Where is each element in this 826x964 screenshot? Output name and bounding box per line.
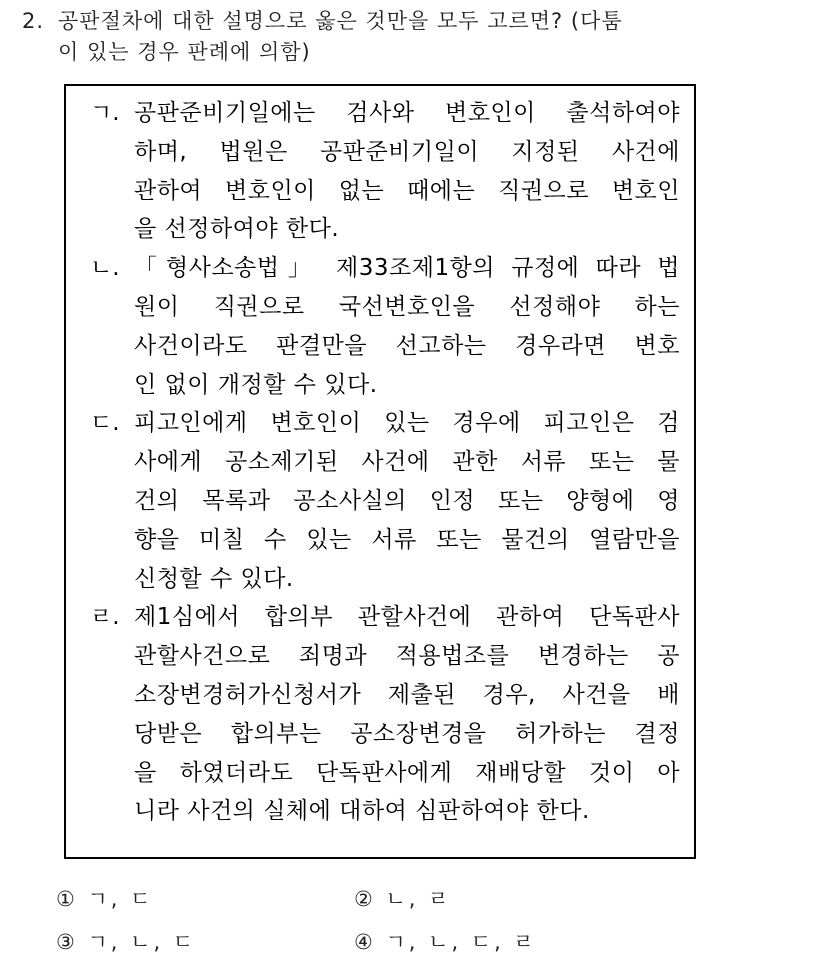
statement-line: 사건이라도 판결만을 선고하는 경우라면 변호 bbox=[134, 332, 680, 359]
statement-line: 향을 미칠 수 있는 서류 또는 물건의 열람만을 bbox=[134, 526, 680, 553]
statement-body bbox=[134, 94, 680, 249]
statement-line: 피고인에게 변호인이 있는 경우에 피고인은 검 bbox=[134, 410, 680, 437]
statement-item-nieun bbox=[90, 249, 680, 404]
statement-line: 인 없이 개정할 수 있다. bbox=[134, 371, 378, 398]
statement-item-digeut bbox=[90, 404, 680, 598]
options-row-2 bbox=[56, 921, 756, 964]
statement-item-giyeok bbox=[90, 94, 680, 249]
options-row-1 bbox=[56, 878, 756, 921]
statements-box bbox=[64, 84, 696, 859]
option-number: ① bbox=[56, 887, 78, 911]
option-text: ㄱ, ㄷ bbox=[87, 887, 154, 911]
statement-marker: ㄷ. bbox=[90, 410, 120, 437]
statement-line: 신청할 수 있다. bbox=[134, 565, 294, 592]
statement-line: 소장변경허가신청서가 제출된 경우, 사건을 배 bbox=[134, 681, 680, 708]
question-text-2: 이 있는 경우 판례에 의함) bbox=[58, 40, 311, 64]
option-text: ㄱ, ㄴ, ㄷ, ㄹ bbox=[385, 930, 537, 954]
statement-line: 하며, 법원은 공판준비기일이 지정된 사건에 bbox=[134, 138, 680, 165]
statement-list bbox=[90, 94, 680, 831]
option-text: ㄱ, ㄴ, ㄷ bbox=[87, 930, 197, 954]
statement-line: 관하여 변호인이 없는 때에는 직권으로 변호인 bbox=[134, 177, 680, 204]
question-stem bbox=[22, 6, 782, 68]
question-text-1: 공판절차에 대한 설명으로 옳은 것만을 모두 고르면? (다툼 bbox=[58, 9, 623, 33]
statement-marker: ㄹ. bbox=[90, 604, 120, 631]
question-number: 2. bbox=[22, 9, 45, 33]
option-2[interactable] bbox=[354, 878, 652, 921]
statement-line: 니라 사건의 실체에 대하여 심판하여야 한다. bbox=[134, 798, 590, 825]
statement-line: 사에게 공소제기된 사건에 관한 서류 또는 물 bbox=[134, 449, 680, 476]
option-3[interactable] bbox=[56, 921, 354, 964]
statement-line: 건의 목록과 공소사실의 인정 또는 양형에 영 bbox=[134, 487, 680, 514]
statement-line: 을 선정하여야 한다. bbox=[134, 216, 340, 243]
statement-line: 당받은 합의부는 공소장변경을 허가하는 결정 bbox=[134, 720, 680, 747]
option-text: ㄴ, ㄹ bbox=[385, 887, 452, 911]
statement-line: 원이 직권으로 국선변호인을 선정해야 하는 bbox=[134, 293, 680, 320]
option-1[interactable] bbox=[56, 878, 354, 921]
statement-marker: ㄴ. bbox=[90, 255, 120, 282]
statement-line: 「형사소송법」 제33조제1항의 규정에 따라 법 bbox=[134, 255, 680, 282]
statement-body bbox=[134, 404, 680, 598]
statement-body bbox=[134, 249, 680, 404]
statement-line: 제1심에서 합의부 관할사건에 관하여 단독판사 bbox=[134, 604, 680, 631]
option-number: ② bbox=[354, 887, 376, 911]
option-number: ③ bbox=[56, 930, 78, 954]
statement-line: 공판준비기일에는 검사와 변호인이 출석하여야 bbox=[134, 100, 680, 126]
option-number: ④ bbox=[354, 930, 376, 954]
option-4[interactable] bbox=[354, 921, 652, 964]
statement-body bbox=[134, 598, 680, 831]
question-line-1 bbox=[22, 6, 782, 37]
answer-options bbox=[56, 878, 756, 964]
statement-line: 을 하였더라도 단독판사에게 재배당할 것이 아 bbox=[134, 759, 680, 786]
statement-item-rieul bbox=[90, 598, 680, 831]
statement-line: 관할사건으로 죄명과 적용법조를 변경하는 공 bbox=[134, 643, 680, 670]
statement-marker: ㄱ. bbox=[90, 100, 120, 126]
